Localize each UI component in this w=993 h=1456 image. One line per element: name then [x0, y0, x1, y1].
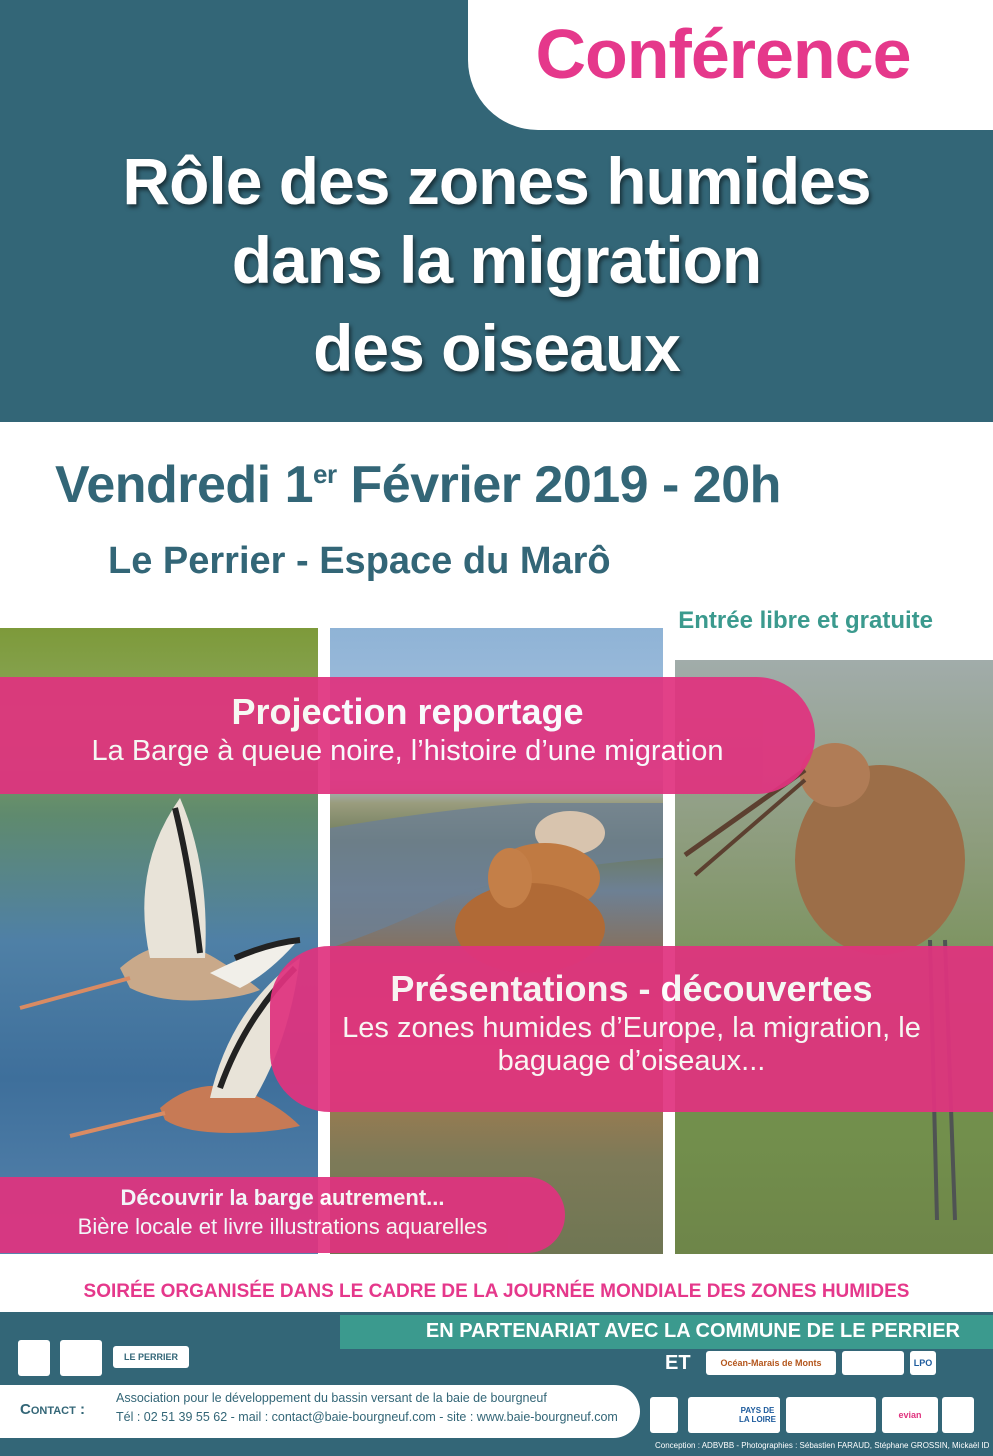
adbvbb-logo	[18, 1340, 50, 1376]
decouvrir-subtitle: Bière locale et livre illustrations aquarelles	[77, 1214, 488, 1239]
lpo-logo: LPO	[910, 1351, 936, 1375]
contact-details: Tél : 02 51 39 55 62 - mail : contact@baie-bourgneuf.com - site : www.baie-bourgneuf.com	[116, 1410, 618, 1424]
presentations-line-2: baguage d’oiseaux...	[497, 1045, 766, 1077]
event-place: Le Perrier - Espace du Marô	[108, 540, 611, 582]
entry-note: Entrée libre et gratuite	[678, 607, 933, 634]
title-line-1: Rôle des zones humides	[122, 144, 871, 218]
presentations-band	[270, 946, 993, 1112]
godwit-bird-1	[20, 798, 300, 1008]
title-line-2: dans la migration	[231, 223, 762, 297]
decouvrir-band	[0, 1177, 565, 1253]
contact-association: Association pour le développement du bassin versant de la baie de bourgneuf	[116, 1391, 547, 1405]
presentations-line-1: Les zones humides d’Europe, la migration, le	[342, 1012, 921, 1044]
projection-subtitle: La Barge à queue noire, l’histoire d’une migration	[91, 735, 724, 767]
republique-logo	[650, 1397, 678, 1433]
ocean-marais-logo: Océan-Marais de Monts	[706, 1351, 836, 1375]
pays-de-la-loire-logo: PAYS DE LA LOIRE	[735, 1397, 780, 1433]
title-line-3: des oiseaux	[313, 311, 680, 385]
photo-credits: Conception : ADBVBB - Photographies : Sébastien FARAUD, Stéphane GROSSIN, Mickaël ID	[655, 1441, 990, 1450]
marsh-logo	[60, 1340, 102, 1376]
partnership-text: EN PARTENARIAT AVEC LA COMMUNE DE LE PERRIER	[425, 1320, 960, 1342]
projection-band	[0, 677, 815, 794]
event-date: Vendredi 1er Février 2019 - 20h	[55, 456, 781, 514]
conference-label: Conférence	[535, 15, 911, 93]
projection-title: Projection reportage	[231, 691, 584, 732]
partner-logo-tourism	[842, 1351, 904, 1375]
zones-humides-day-logo	[786, 1397, 876, 1433]
presentations-title: Présentations - découvertes	[390, 968, 873, 1009]
evian-logo: evian	[882, 1397, 938, 1433]
decouvrir-title: Découvrir la barge autrement...	[120, 1185, 445, 1210]
et-label: ET	[665, 1352, 691, 1374]
soiree-note: SOIRÉE ORGANISÉE DANS LE CADRE DE LA JOURNÉE MONDIALE DES ZONES HUMIDES	[83, 1281, 910, 1302]
funder-logo	[942, 1397, 974, 1433]
contact-label: Contact :	[20, 1401, 86, 1418]
le-perrier-logo: LE PERRIER	[113, 1346, 189, 1368]
